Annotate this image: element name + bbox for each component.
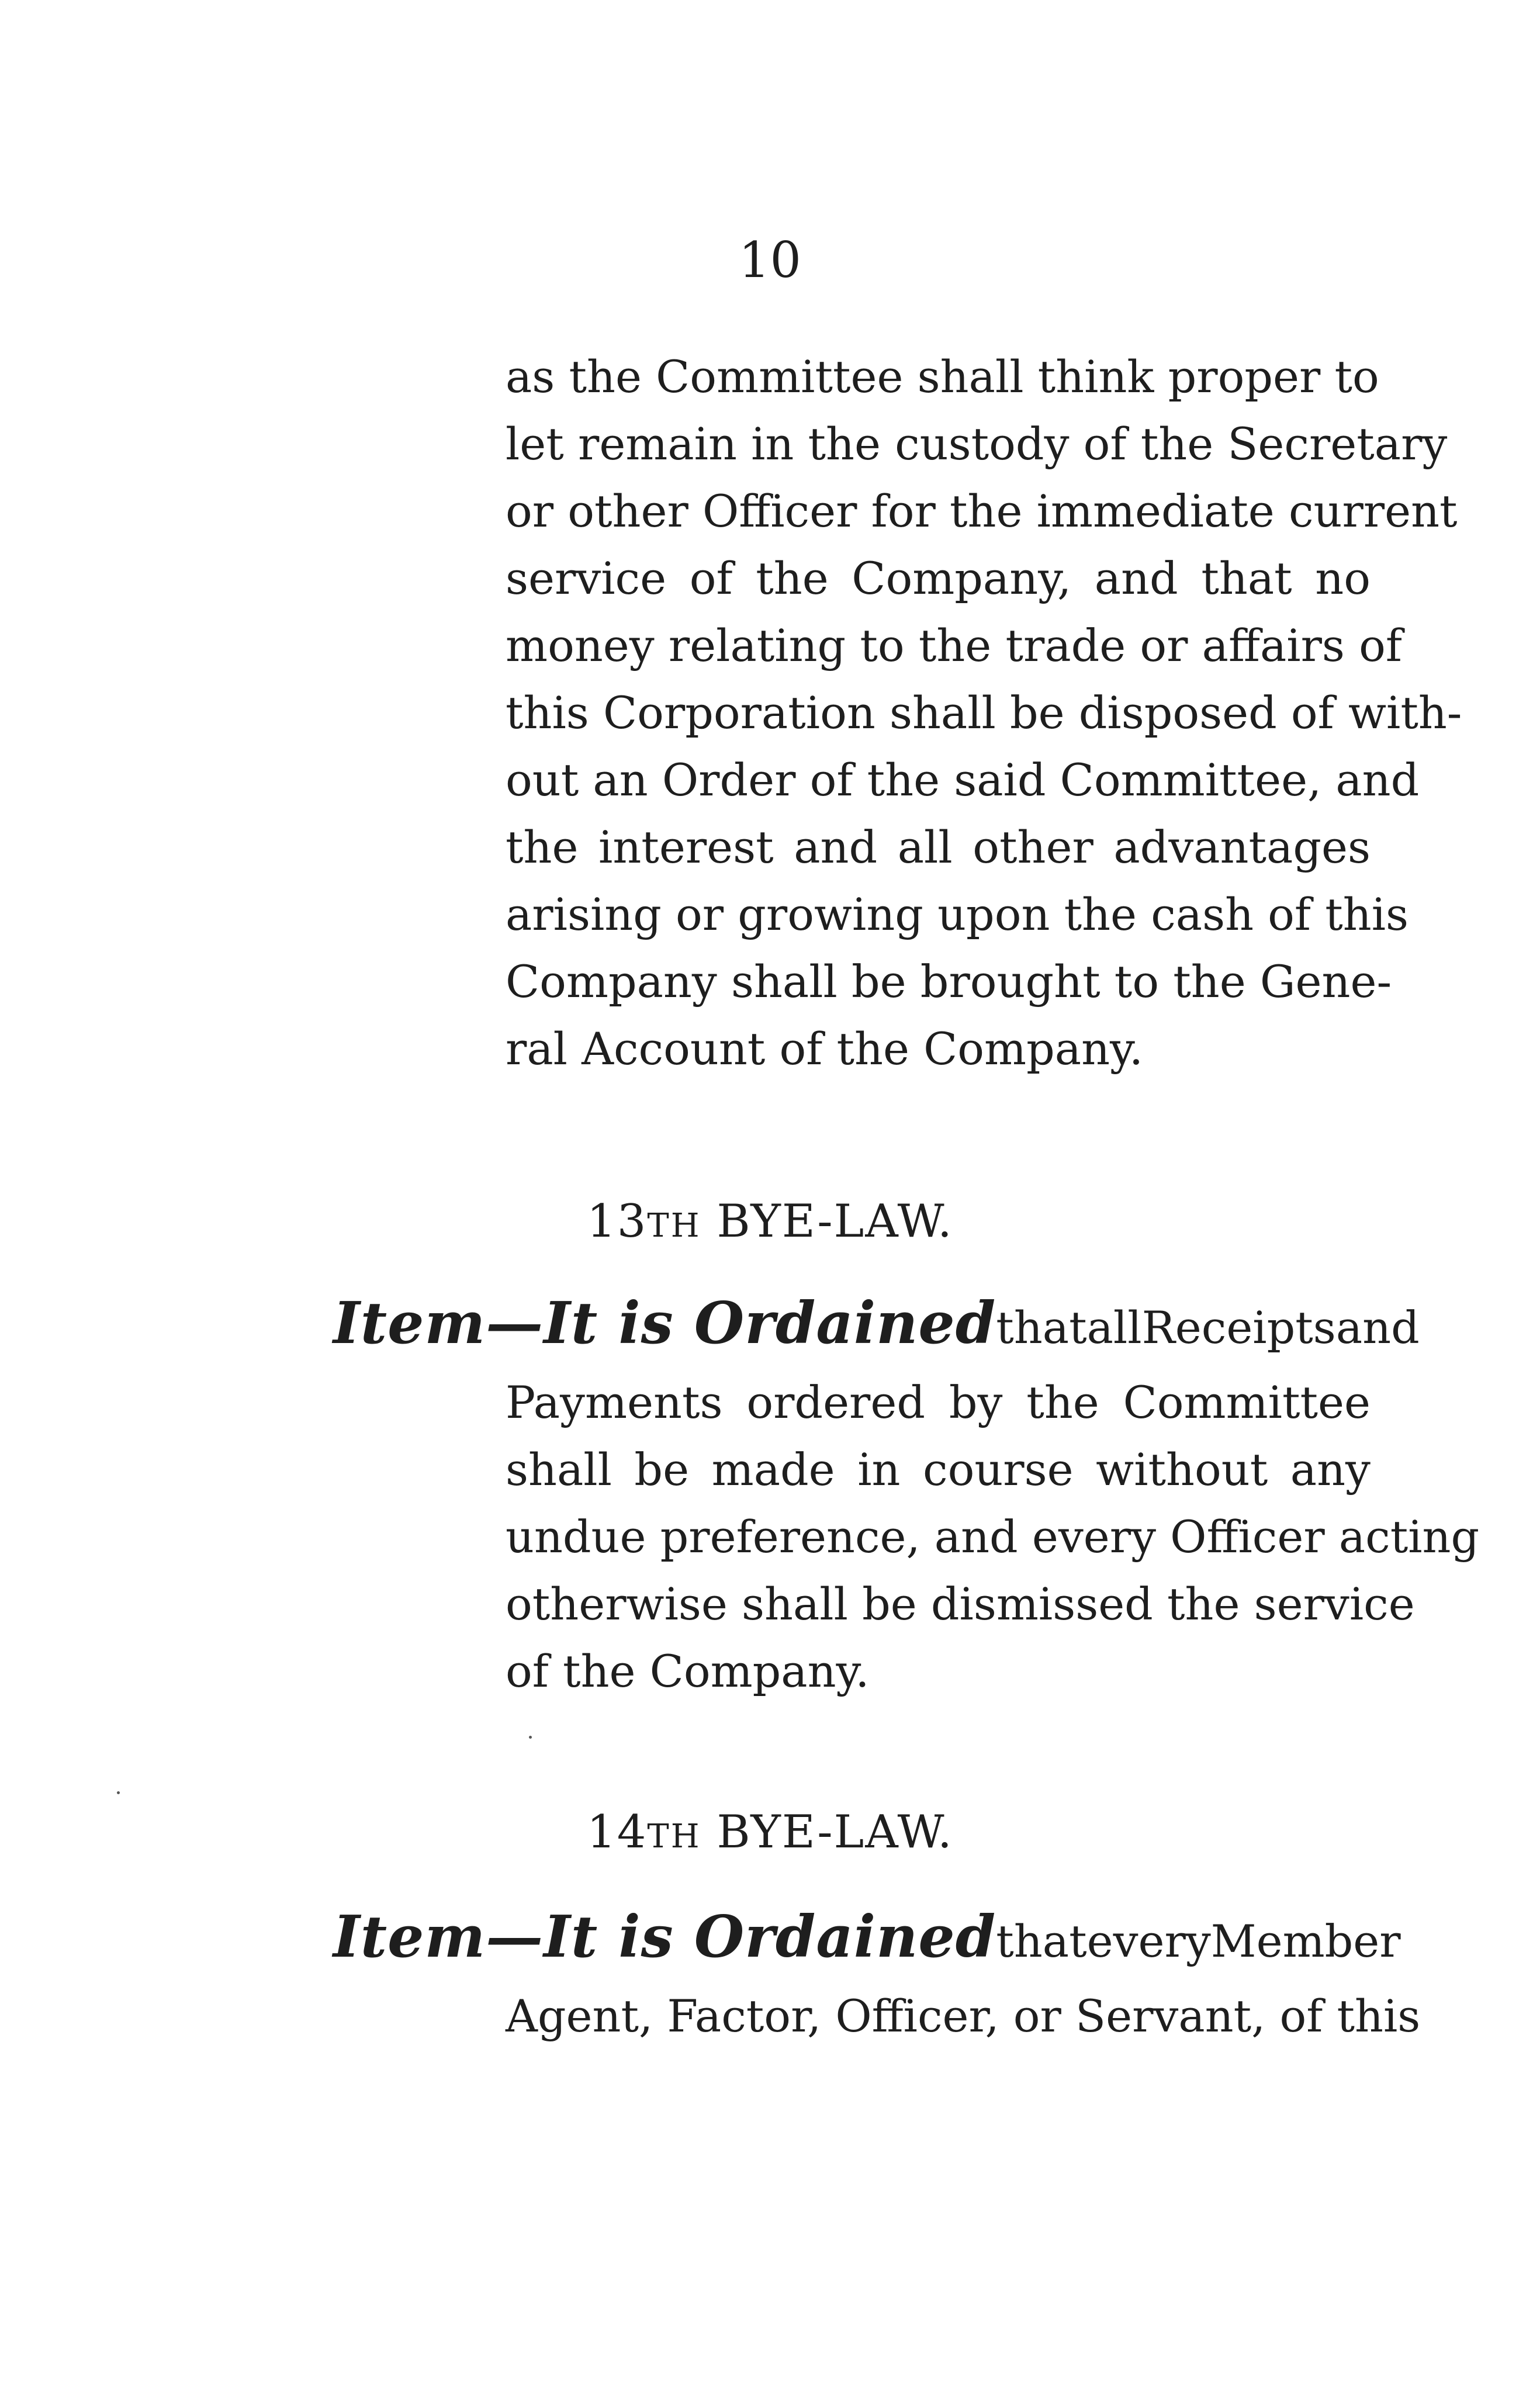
paragraph-line: this Corporation shall be disposed of with- xyxy=(506,687,1462,739)
item-ordained-prefix: Item—It is Ordained xyxy=(333,1290,996,1357)
bye-law-13-line: Payments ordered by the Committee xyxy=(506,1376,1371,1428)
word: that xyxy=(996,1302,1087,1354)
heading-number: 14 xyxy=(587,1806,648,1858)
print-speck xyxy=(117,1791,120,1794)
paragraph-line: money relating to the trade or affairs of xyxy=(506,619,1402,672)
paragraph-line: ral Account of the Company. xyxy=(506,1023,1144,1075)
heading-ordinal: TH xyxy=(647,1818,701,1856)
heading-title: BYE-LAW. xyxy=(717,1806,953,1858)
bye-law-13-line: of the Company. xyxy=(506,1645,870,1697)
word: Receipts xyxy=(1141,1302,1336,1354)
item-ordained-prefix: Item—It is Ordained xyxy=(333,1903,996,1971)
paragraph-line: arising or growing upon the cash of this xyxy=(506,888,1409,940)
word: Member xyxy=(1210,1915,1401,1967)
word: and xyxy=(1335,1302,1420,1354)
bye-law-13-line: shall be made in course without any xyxy=(506,1444,1371,1496)
paragraph-line: or other Officer for the immediate current xyxy=(506,485,1458,537)
paragraph-line: out an Order of the said Committee, and xyxy=(506,754,1420,806)
bye-law-14-first-line xyxy=(333,1903,1401,1974)
paragraph-line: Company shall be brought to the Gene- xyxy=(506,956,1392,1008)
paragraph-line: as the Committee shall think proper to xyxy=(506,351,1379,403)
bye-law-13-line: otherwise shall be dismissed the service xyxy=(506,1578,1415,1630)
heading-ordinal: TH xyxy=(647,1207,701,1245)
bye-law-13-first-line xyxy=(333,1290,1420,1360)
paragraph-line: service of the Company, and that no xyxy=(506,552,1371,604)
word: every xyxy=(1086,1915,1211,1967)
heading-title: BYE-LAW. xyxy=(717,1195,953,1248)
word: that xyxy=(996,1915,1087,1967)
print-speck xyxy=(529,1736,532,1739)
bye-law-14-line: Agent, Factor, Officer, or Servant, of this xyxy=(506,1990,1421,2042)
paragraph-line: the interest and all other advantages xyxy=(506,821,1371,873)
bye-law-13-heading xyxy=(0,1192,1540,1255)
word: all xyxy=(1086,1302,1142,1354)
paragraph-line: let remain in the custody of the Secretary xyxy=(506,418,1448,470)
bye-law-13-line: undue preference, and every Officer acting xyxy=(506,1511,1480,1563)
bye-law-14-heading xyxy=(0,1803,1540,1866)
heading-number: 13 xyxy=(587,1195,648,1248)
page-number: 10 xyxy=(739,231,801,289)
